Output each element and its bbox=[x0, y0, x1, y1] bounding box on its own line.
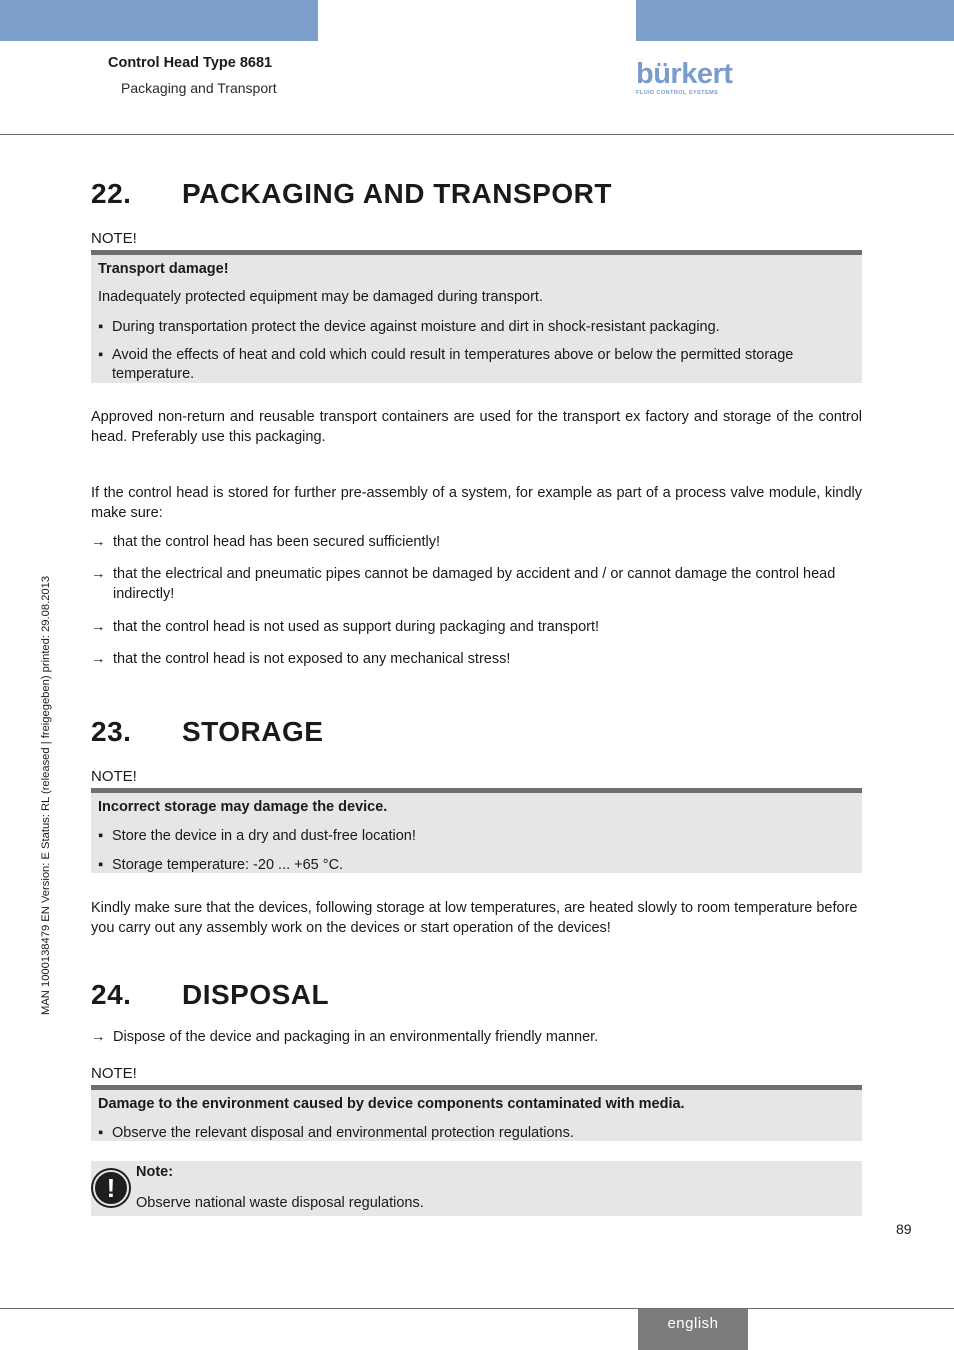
note-box-transport bbox=[91, 250, 862, 383]
note-label: NOTE! bbox=[91, 230, 137, 247]
arrow-icon: → bbox=[91, 1029, 106, 1045]
burkert-logo bbox=[636, 60, 736, 96]
arrow-icon: → bbox=[91, 619, 106, 635]
tip-box bbox=[91, 1161, 862, 1216]
note-title: Damage to the environment caused by device components contaminated with media. bbox=[98, 1096, 685, 1112]
note-text: Inadequately protected equipment may be damaged during transport. bbox=[98, 289, 543, 305]
note-label: NOTE! bbox=[91, 1065, 137, 1082]
note-bullet: ▪ During transportation protect the device against moisture and dirt in shock-resistant packaging. bbox=[98, 319, 720, 335]
note-bullet: ▪ Observe the relevant disposal and environmental protection regulations. bbox=[98, 1125, 574, 1141]
section-24-heading bbox=[91, 979, 862, 1013]
note-title: Incorrect storage may damage the device. bbox=[98, 799, 388, 815]
section-title: DISPOSAL bbox=[182, 979, 330, 1010]
arrow-item: → Dispose of the device and packaging in an environmentally friendly manner. bbox=[91, 1029, 599, 1045]
section-number: 24. bbox=[91, 979, 132, 1010]
footer-divider bbox=[0, 1308, 954, 1309]
header-bar-right bbox=[636, 0, 954, 41]
note-title: Transport damage! bbox=[98, 261, 229, 277]
paragraph-storage: Kindly make sure that the devices, following storage at low temperatures, are heated slowly to room temperature before you carry out any assembly work on the devices or start operation of the devices! bbox=[91, 900, 858, 936]
document-id-sidebar: MAN 1000138479 EN Version: E Status: RL (released | freigegeben) printed: 29.08.2013 bbox=[40, 575, 52, 1015]
arrow-icon: → bbox=[91, 534, 106, 550]
note-box-disposal bbox=[91, 1085, 862, 1141]
section-number: 23. bbox=[91, 716, 132, 747]
section-22-heading bbox=[91, 178, 862, 212]
note-box-storage bbox=[91, 788, 862, 873]
section-23-heading bbox=[91, 716, 862, 750]
paragraph-containers: Approved non-return and reusable transport containers are used for the transport ex factory and storage of the control head. Preferably use this packaging. bbox=[91, 409, 862, 445]
document-title: Control Head Type 8681 bbox=[108, 55, 273, 71]
logo-tagline: FLUID CONTROL SYSTEMS bbox=[636, 90, 719, 96]
bullet-icon: ▪ bbox=[98, 347, 104, 363]
bullet-icon: ▪ bbox=[98, 857, 104, 873]
arrow-item: → that the electrical and pneumatic pipes cannot be damaged by accident and / or cannot damage the control head indirectly! bbox=[91, 566, 836, 602]
arrow-item: → that the control head is not exposed to any mechanical stress! bbox=[91, 651, 511, 667]
arrow-icon: → bbox=[91, 651, 106, 667]
logo-word: bürkert bbox=[636, 58, 733, 90]
note-label: NOTE! bbox=[91, 768, 137, 785]
chapter-subtitle: Packaging and Transport bbox=[121, 80, 277, 96]
section-title: STORAGE bbox=[182, 716, 324, 747]
section-number: 22. bbox=[91, 178, 132, 209]
paragraph-storage-intro: If the control head is stored for further pre-assembly of a system, for example as part of a process valve module, kindly make sure: bbox=[91, 485, 862, 521]
header-bar-left bbox=[0, 0, 318, 41]
tip-text: Observe national waste disposal regulations. bbox=[136, 1195, 424, 1211]
page-number: 89 bbox=[896, 1221, 912, 1237]
arrow-item: → that the control head has been secured sufficiently! bbox=[91, 534, 441, 550]
tip-title: Note: bbox=[136, 1164, 174, 1180]
exclamation-icon: ! bbox=[91, 1168, 131, 1208]
note-bullet: ▪ Store the device in a dry and dust-free location! bbox=[98, 828, 416, 844]
bullet-icon: ▪ bbox=[98, 828, 104, 844]
arrow-item: → that the control head is not used as support during packaging and transport! bbox=[91, 619, 600, 635]
language-tab: english bbox=[638, 1309, 748, 1350]
arrow-icon: → bbox=[91, 566, 106, 582]
bullet-icon: ▪ bbox=[98, 1125, 104, 1141]
bullet-icon: ▪ bbox=[98, 319, 104, 335]
section-title: PACKAGING AND TRANSPORT bbox=[182, 178, 612, 209]
header-divider bbox=[0, 134, 954, 135]
note-bullet: ▪ Avoid the effects of heat and cold which could result in temperatures above or below the permitted storage temperature. bbox=[98, 347, 794, 382]
note-bullet: ▪ Storage temperature: -20 ... +65 °C. bbox=[98, 857, 344, 873]
